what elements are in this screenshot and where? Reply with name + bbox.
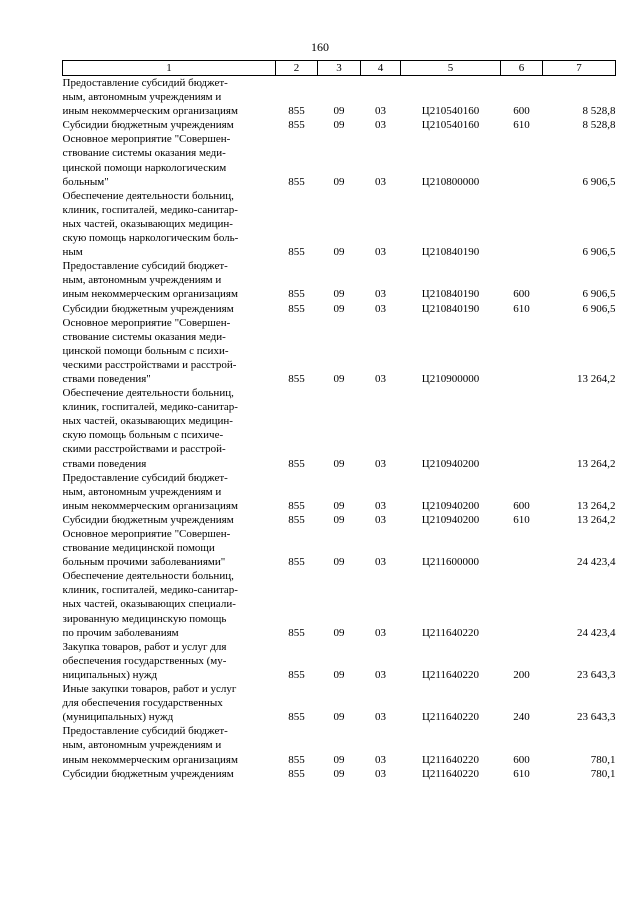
item-name-line: скую помощь больным с психиче-: [62, 429, 224, 442]
item-name-line: иным некоммерческим организациям: [62, 753, 238, 766]
subsection-cell: 03: [375, 556, 386, 569]
target-article-cell: Ц211640220: [421, 767, 480, 780]
section-cell: 09: [333, 457, 345, 470]
column-header: 6: [501, 61, 543, 76]
subsection-cell: 03: [375, 457, 386, 470]
item-name-line: Субсидии бюджетным учреждениям: [62, 119, 234, 132]
section-cell: 09: [333, 119, 345, 132]
subsection-cell: 03: [375, 302, 386, 315]
amount-cell: 23 643,3: [577, 668, 616, 681]
table-header-row: [63, 61, 616, 76]
subsection-cell: 03: [375, 288, 386, 301]
section-cell: 09: [333, 711, 345, 724]
subsection-cell: 03: [375, 119, 386, 132]
code-cell: 855: [288, 556, 305, 569]
code-cell: 855: [288, 175, 305, 188]
item-name-line: клиник, госпиталей, медико-санитар-: [62, 203, 238, 216]
item-name-line: клиник, госпиталей, медико-санитар-: [62, 401, 238, 414]
subsection-cell: 03: [375, 513, 386, 526]
item-name-line: ным, автономным учреждениям и: [62, 91, 222, 104]
subsection-cell: 03: [375, 105, 386, 118]
code-cell: 855: [288, 246, 305, 259]
item-name-cell: [63, 189, 276, 259]
amount-cell: 24 423,4: [577, 626, 616, 639]
amount-cell: 8 528,8: [582, 105, 616, 118]
item-name-line: больным прочими заболеваниями": [62, 556, 226, 569]
expense-type-cell: 610: [513, 513, 530, 526]
item-name-line: Предоставление субсидий бюджет-: [62, 725, 228, 738]
item-name-line: Предоставление субсидий бюджет-: [62, 77, 228, 89]
item-name-line: Основное мероприятие "Совершен-: [62, 528, 231, 540]
target-article-cell: Ц211640220: [421, 668, 480, 681]
subsection-cell: 03: [375, 668, 386, 681]
section-cell: 09: [333, 513, 345, 526]
section-cell: 09: [333, 372, 345, 385]
item-name-line: ствование системы оказания меди-: [62, 330, 226, 343]
code-cell: 855: [288, 753, 305, 766]
table-row: [63, 259, 616, 301]
expense-type-cell: 610: [513, 767, 530, 780]
item-name-line: Субсидии бюджетным учреждениям: [62, 513, 234, 526]
target-article-cell: Ц210540160: [421, 105, 480, 118]
section-cell: 09: [333, 175, 345, 188]
item-name-line: ным, автономным учреждениям и: [62, 485, 222, 498]
item-name-line: цинской помощи наркологическим: [62, 161, 227, 174]
column-header: 7: [543, 61, 616, 76]
code-cell: 855: [288, 711, 305, 724]
expense-type-cell: 200: [513, 668, 530, 681]
item-name-line: Предоставление субсидий бюджет-: [62, 260, 228, 273]
code-cell: 855: [288, 626, 305, 639]
item-name-line: ным, автономным учреждениям и: [62, 274, 222, 287]
item-name-line: ных частей, оказывающих медицин-: [62, 217, 233, 230]
target-article-cell: Ц210840190: [421, 302, 480, 315]
item-name-line: ным: [62, 246, 83, 259]
expense-type-cell: [501, 386, 543, 471]
table-row: [63, 527, 616, 569]
item-name-line: ных частей, оказывающих медицин-: [62, 415, 233, 428]
item-name-cell: [63, 513, 276, 527]
subsection-cell: 03: [375, 372, 386, 385]
item-name-cell: [63, 569, 276, 639]
code-cell: 855: [288, 105, 305, 118]
item-name-line: скую помощь наркологическим боль-: [62, 232, 239, 245]
subsection-cell: 03: [375, 175, 386, 188]
item-name-line: ных частей, оказывающих специали-: [62, 598, 236, 611]
item-name-line: Обеспечение деятельности больниц,: [62, 189, 234, 202]
section-cell: 09: [333, 626, 345, 639]
item-name-line: для обеспечения государственных: [62, 697, 223, 710]
table-row: [63, 724, 616, 766]
target-article-cell: Ц210840190: [421, 246, 480, 259]
target-article-cell: Ц210840190: [421, 288, 480, 301]
item-name-line: больным": [62, 175, 109, 188]
item-name-line: ниципальных) нужд: [62, 668, 158, 681]
amount-cell: 23 643,3: [577, 711, 616, 724]
item-name-line: скими расстройствами и расстрой-: [62, 443, 226, 456]
target-article-cell: Ц211640220: [421, 753, 480, 766]
subsection-cell: 03: [375, 711, 386, 724]
code-cell: 855: [288, 513, 305, 526]
item-name-line: Обеспечение деятельности больниц,: [62, 387, 234, 400]
amount-cell: 6 906,5: [582, 246, 616, 259]
item-name-cell: [63, 316, 276, 386]
item-name-cell: [63, 118, 276, 132]
target-article-cell: Ц211600000: [421, 556, 480, 569]
subsection-cell: 03: [375, 246, 386, 259]
item-name-line: обеспечения государственных (му-: [62, 654, 227, 667]
target-article-cell: Ц210940200: [421, 499, 480, 512]
subsection-cell: 03: [375, 753, 386, 766]
item-name-line: ствами поведения: [62, 457, 147, 470]
expense-type-cell: [501, 189, 543, 259]
amount-cell: 780,1: [590, 767, 616, 780]
table-row: [63, 682, 616, 724]
section-cell: 09: [333, 246, 345, 259]
item-name-line: ным, автономным учреждениям и: [62, 739, 222, 752]
item-name-cell: [63, 767, 276, 781]
item-name-line: иным некоммерческим организациям: [62, 105, 238, 118]
column-header: 3: [318, 61, 361, 76]
target-article-cell: Ц210940200: [421, 513, 480, 526]
item-name-line: Основное мероприятие "Совершен-: [62, 133, 231, 146]
section-cell: 09: [333, 556, 345, 569]
section-cell: 09: [333, 499, 345, 512]
item-name-cell: [63, 259, 276, 301]
item-name-line: Субсидии бюджетным учреждениям: [62, 302, 234, 315]
expense-type-cell: [501, 132, 543, 188]
target-article-cell: Ц211640220: [421, 711, 480, 724]
expense-type-cell: [501, 569, 543, 639]
target-article-cell: Ц210800000: [421, 175, 480, 188]
expense-type-cell: 610: [513, 302, 530, 315]
table-row: [63, 76, 616, 119]
amount-cell: 13 264,2: [577, 372, 616, 385]
item-name-line: цинской помощи больным с психи-: [62, 344, 229, 357]
target-article-cell: Ц210540160: [421, 119, 480, 132]
expense-type-cell: [501, 527, 543, 569]
column-header: 1: [63, 61, 276, 76]
code-cell: 855: [288, 372, 305, 385]
item-name-line: ствование медицинской помощи: [62, 542, 215, 555]
expense-type-cell: 600: [513, 105, 530, 118]
table-row: [63, 132, 616, 188]
item-name-cell: [63, 76, 276, 119]
table-row: [63, 386, 616, 471]
column-header: 5: [401, 61, 501, 76]
budget-table: [62, 60, 616, 781]
section-cell: 09: [333, 767, 345, 780]
item-name-line: по прочим заболеваниям: [62, 626, 179, 639]
table-row: [63, 640, 616, 682]
amount-cell: 13 264,2: [577, 457, 616, 470]
column-header: 4: [361, 61, 401, 76]
table-row: [63, 513, 616, 527]
expense-type-cell: [501, 316, 543, 386]
code-cell: 855: [288, 457, 305, 470]
item-name-line: Основное мероприятие "Совершен-: [62, 316, 231, 329]
item-name-cell: [63, 302, 276, 316]
expense-type-cell: 600: [513, 753, 530, 766]
column-header: 2: [276, 61, 318, 76]
section-cell: 09: [333, 753, 345, 766]
item-name-cell: [63, 386, 276, 471]
amount-cell: 24 423,4: [577, 556, 616, 569]
subsection-cell: 03: [375, 626, 386, 639]
section-cell: 09: [333, 668, 345, 681]
table-row: [63, 316, 616, 386]
item-name-cell: [63, 471, 276, 513]
subsection-cell: 03: [375, 767, 386, 780]
item-name-line: ствование системы оказания меди-: [62, 147, 226, 160]
item-name-line: Обеспечение деятельности больниц,: [62, 570, 234, 583]
item-name-line: Иные закупки товаров, работ и услуг: [62, 683, 237, 696]
item-name-cell: [63, 682, 276, 724]
section-cell: 09: [333, 105, 345, 118]
expense-type-cell: 600: [513, 288, 530, 301]
target-article-cell: Ц210900000: [421, 372, 480, 385]
table-row: [63, 302, 616, 316]
code-cell: 855: [288, 288, 305, 301]
item-name-line: (муниципальных) нужд: [62, 711, 174, 724]
item-name-line: Закупка товаров, работ и услуг для: [62, 640, 227, 653]
amount-cell: 780,1: [590, 753, 616, 766]
item-name-line: зированную медицинскую помощь: [62, 612, 227, 625]
amount-cell: 13 264,2: [577, 499, 616, 512]
item-name-cell: [63, 724, 276, 766]
item-name-line: ствами поведения": [62, 372, 151, 385]
code-cell: 855: [288, 668, 305, 681]
code-cell: 855: [288, 767, 305, 780]
item-name-cell: [63, 640, 276, 682]
amount-cell: 13 264,2: [577, 513, 616, 526]
item-name-line: иным некоммерческим организациям: [62, 499, 238, 512]
amount-cell: 6 906,5: [582, 175, 616, 188]
section-cell: 09: [333, 288, 345, 301]
table-row: [63, 118, 616, 132]
page-number: 160: [311, 40, 329, 54]
item-name-line: Предоставление субсидий бюджет-: [62, 471, 228, 484]
amount-cell: 6 906,5: [582, 302, 616, 315]
amount-cell: 8 528,8: [582, 119, 616, 132]
item-name-line: Субсидии бюджетным учреждениям: [62, 767, 234, 780]
table-row: [63, 189, 616, 259]
item-name-line: ческими расстройствами и расстрой-: [62, 358, 237, 371]
table-row: [63, 767, 616, 781]
expense-type-cell: 600: [513, 499, 530, 512]
code-cell: 855: [288, 302, 305, 315]
item-name-line: иным некоммерческим организациям: [62, 288, 238, 301]
expense-type-cell: 610: [513, 119, 530, 132]
code-cell: 855: [288, 499, 305, 512]
item-name-cell: [63, 132, 276, 188]
code-cell: 855: [288, 119, 305, 132]
item-name-cell: [63, 527, 276, 569]
section-cell: 09: [333, 302, 345, 315]
target-article-cell: Ц211640220: [421, 626, 480, 639]
table-row: [63, 471, 616, 513]
target-article-cell: Ц210940200: [421, 457, 480, 470]
subsection-cell: 03: [375, 499, 386, 512]
table-body: [63, 76, 616, 781]
item-name-line: клиник, госпиталей, медико-санитар-: [62, 584, 238, 597]
amount-cell: 6 906,5: [582, 288, 616, 301]
table-row: [63, 569, 616, 639]
expense-type-cell: 240: [513, 711, 530, 724]
